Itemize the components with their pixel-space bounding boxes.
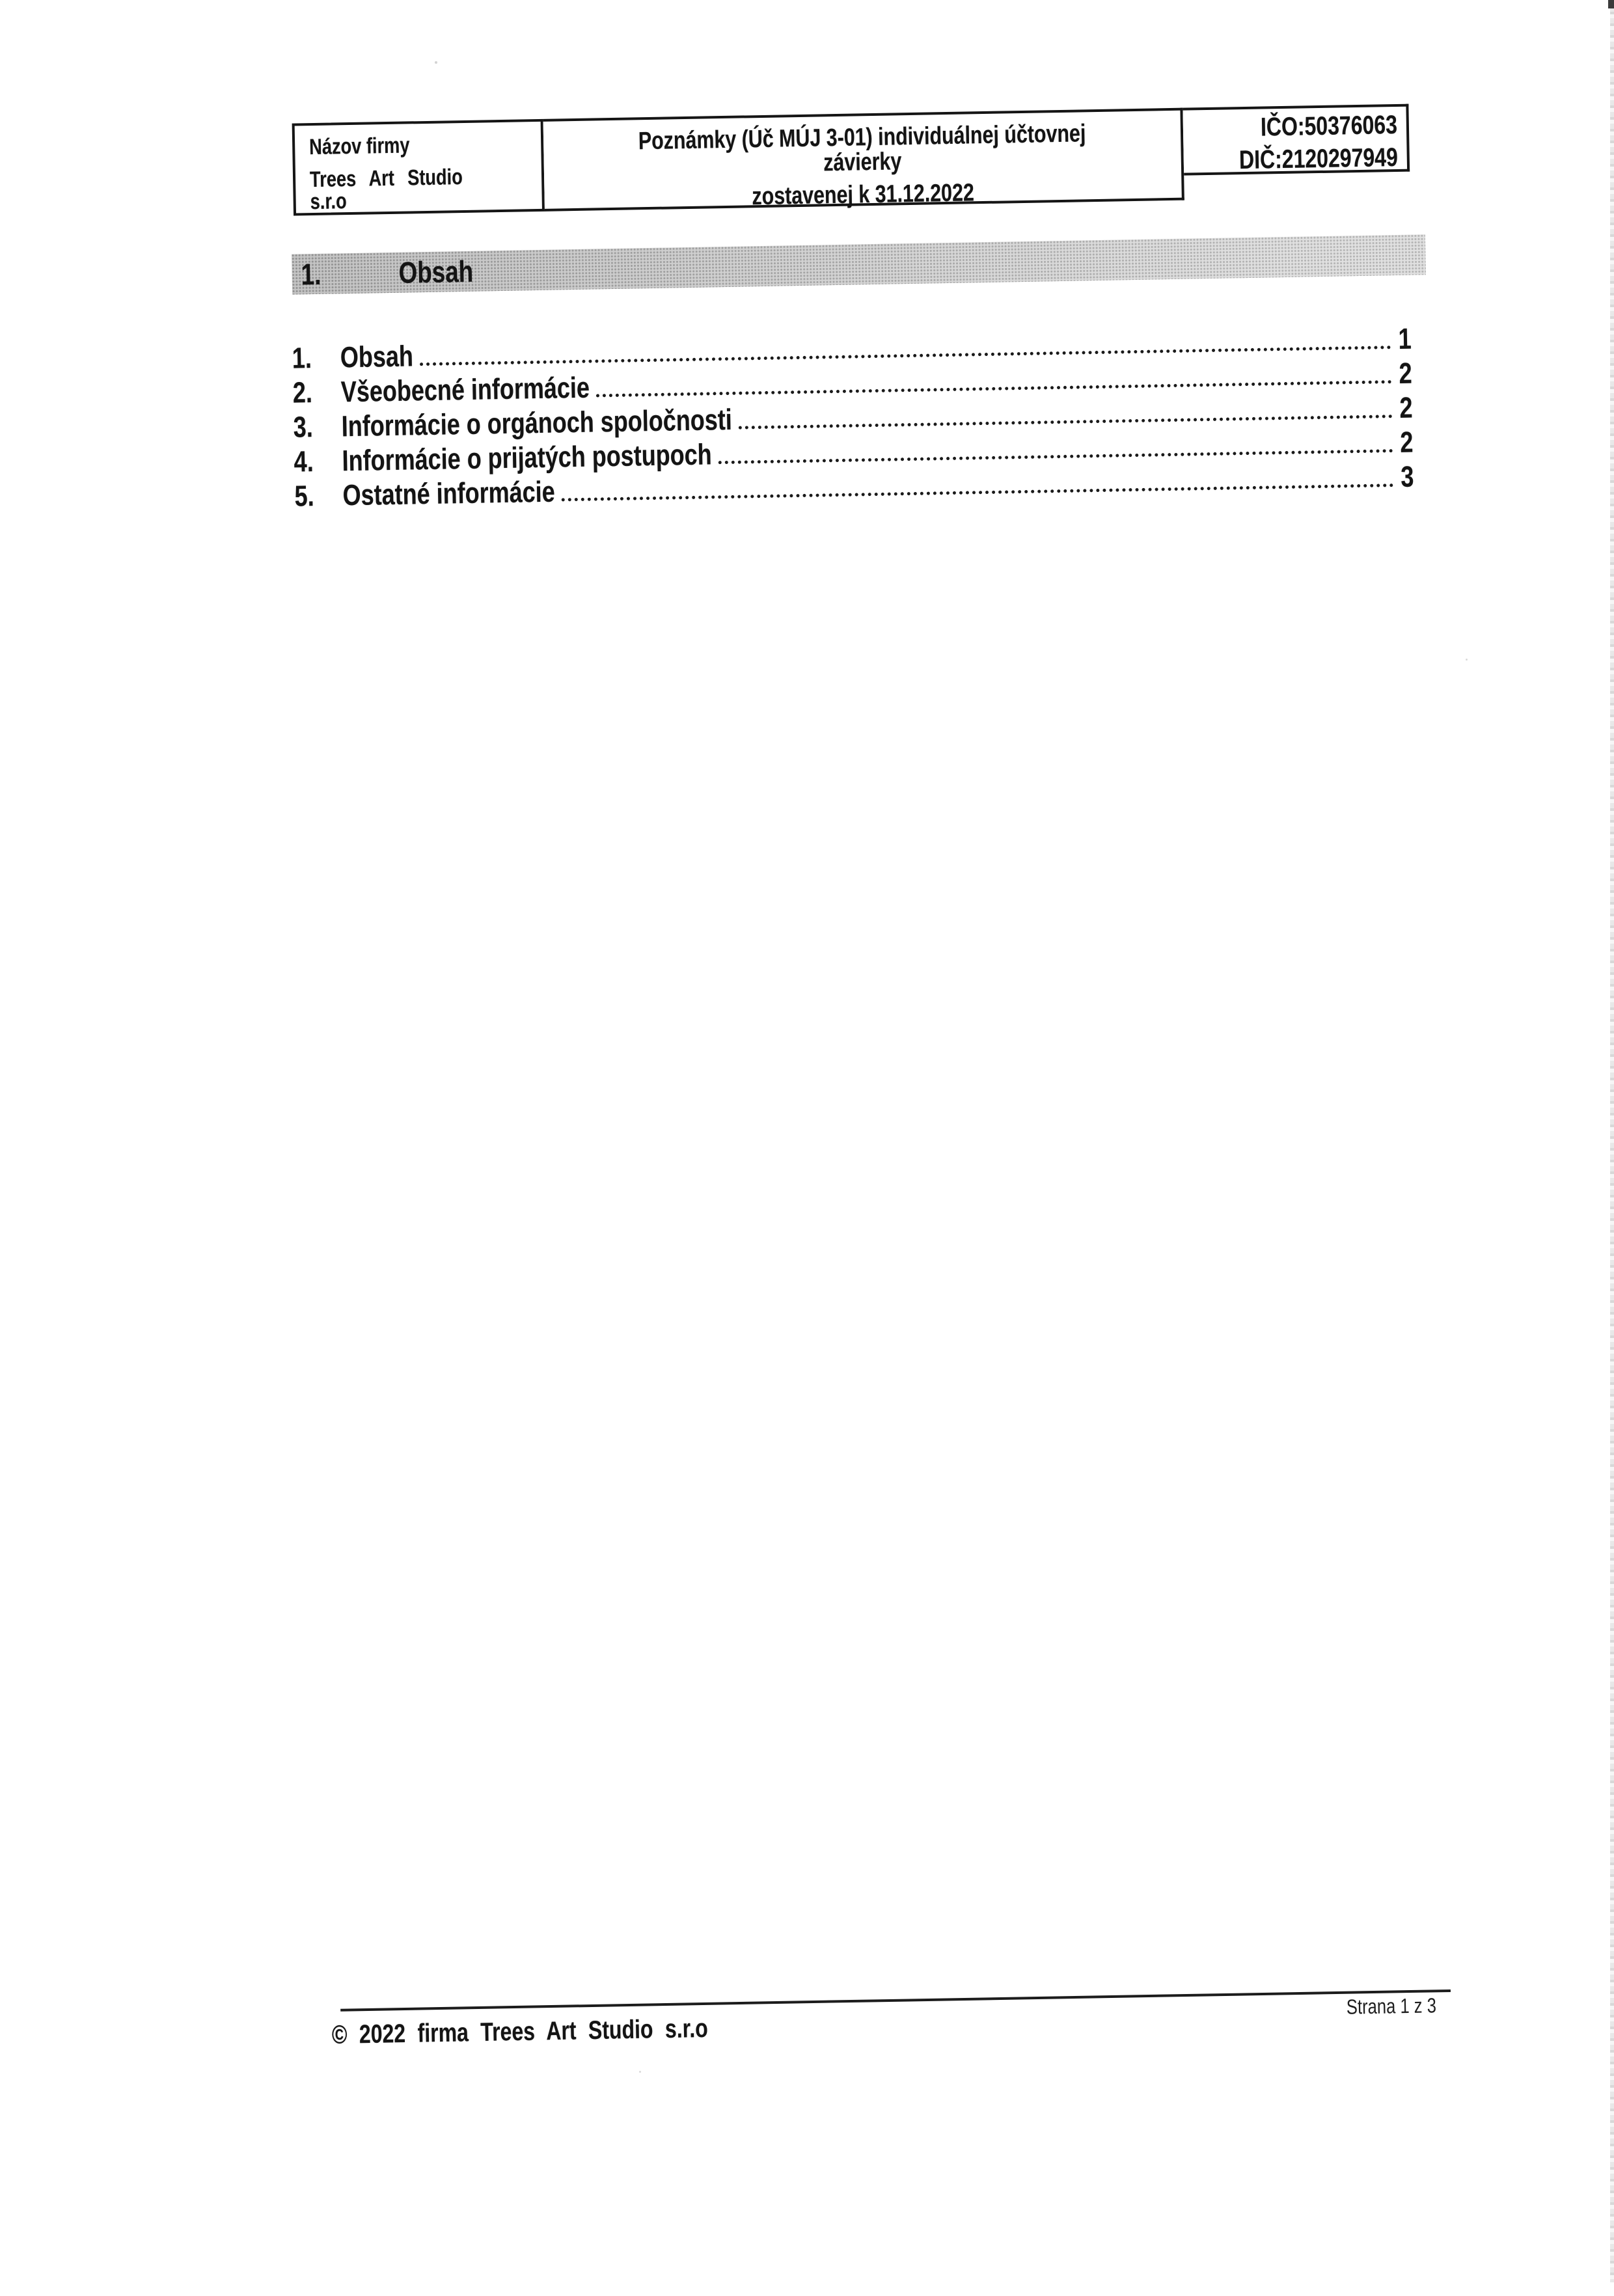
section-heading-bar — [292, 234, 1426, 294]
scan-speck — [435, 61, 437, 64]
header-cell-company — [292, 119, 545, 216]
scan-corner-artifact — [1608, 0, 1614, 8]
toc-entry-label: Informácie o orgánoch spoločnosti — [341, 402, 733, 443]
toc-entry-number: 5. — [294, 479, 315, 513]
toc-entry-number: 1. — [292, 341, 312, 375]
header-cell-ids — [1183, 104, 1410, 176]
toc-entry-label: Obsah — [340, 339, 414, 374]
toc-entry-number: 3. — [293, 410, 314, 444]
toc-entry-page: 2 — [1399, 425, 1414, 459]
footer-page-indicator: Strana 1 z 3 — [1346, 1993, 1437, 2019]
scan-edge-artifact — [1610, 0, 1614, 2282]
toc-entry-number: 4. — [294, 444, 314, 478]
toc-entry-label: Všeobecné informácie — [340, 370, 590, 409]
company-name: Trees Art Studio s.r.o — [309, 165, 463, 215]
ico-value: IČO:50376063 — [1260, 110, 1398, 142]
form-title-line2: zostavenej k 31.12.2022 — [752, 179, 975, 211]
toc-entry-label: Ostatné informácie — [342, 474, 556, 512]
scan-speck — [1466, 659, 1468, 661]
toc-leader-dots — [562, 484, 1394, 501]
dic-value: DIČ:2120297949 — [1238, 143, 1399, 175]
company-label: Názov firmy — [308, 133, 410, 160]
toc-entry-page: 1 — [1398, 321, 1412, 355]
toc-entry-page: 2 — [1399, 356, 1412, 390]
section-number: 1. — [301, 256, 321, 292]
section-title: Obsah — [398, 254, 474, 290]
form-title-line1: Poznámky (Úč MÚJ 3-01) individuálnej účtovnej závierky — [638, 120, 1086, 177]
toc-entry-page: 3 — [1400, 459, 1414, 493]
header-cell-form-title — [543, 108, 1184, 212]
scan-speck — [639, 2071, 641, 2073]
header-table — [292, 104, 1410, 216]
toc-list — [292, 321, 1414, 513]
toc-entry-page: 2 — [1399, 390, 1413, 424]
footer-copyright: © 2022 firma Trees Art Studio s.r.o — [331, 2014, 709, 2049]
toc-entry-label: Informácie o prijatých postupoch — [342, 437, 713, 478]
toc-entry-number: 2. — [292, 376, 313, 409]
footer-rule — [340, 1989, 1451, 2012]
